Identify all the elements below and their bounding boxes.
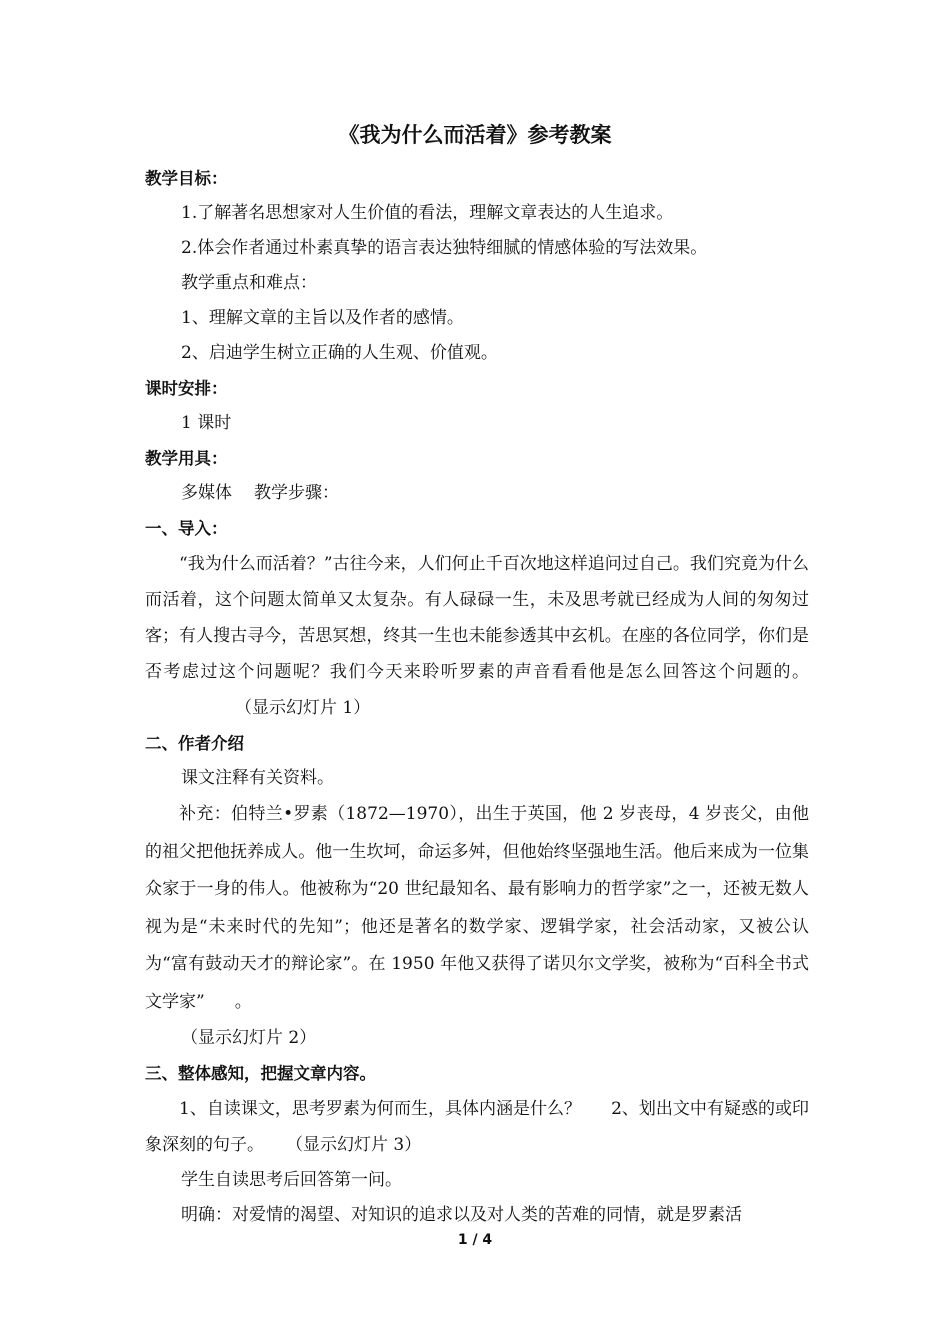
page-number: 1 / 4: [457, 1232, 493, 1248]
goal-item-1: 1.了解著名思想家对人生价值的看法，理解文章表达的人生追求。: [181, 203, 674, 223]
tools-value: 多媒体: [181, 483, 232, 503]
section-heading-overview: 三、整体感知，把握文章内容。: [145, 1064, 376, 1083]
focus-item-2: 2、启迪学生树立正确的人生观、价值观。: [181, 343, 498, 363]
section-heading-tools: 教学用具：: [145, 449, 228, 468]
intro-slide-ref: （显示幻灯片 1）: [235, 698, 371, 718]
goal-item-2: 2.体会作者通过朴素真挚的语言表达独特细腻的情感体验的写法效果。: [181, 238, 708, 258]
author-text: 补充：伯特兰•罗素（1872—1970），出生于英国，他 2 岁丧母，4 岁丧父，由他的祖父把他抚养成人。他一生坎坷，命运多舛，但他始终坚强地生活。他后来成为一位集众家于一身的伟人。他被称为“20 世纪最知名、最有影响力的哲学家”之一，还被无数人视为是“未来时代的先知”；他还是著名的数学家、逻辑学家，社会活动家，又被公认为“富有鼓动天才的辩论家”。在 1950 年他又获得了诺贝尔文学奖，被称为“百科全书式文学家”: [145, 804, 809, 1012]
answer-line: 学生自读思考后回答第一问。: [181, 1170, 402, 1190]
overview-slide-ref: （显示幻灯片 3）: [286, 1135, 422, 1155]
focus-label: 教学重点和难点：: [181, 273, 317, 293]
tools-line: [145, 476, 809, 511]
schedule-value: 1 课时: [181, 413, 232, 433]
steps-label: 教学步骤：: [254, 483, 339, 503]
question-1: 1、自读课文，思考罗素为何而生，具体内涵是什么？: [179, 1099, 582, 1119]
intro-paragraph: [145, 546, 809, 726]
intro-text: “我为什么而活着？”古往今来，人们何止千百次地这样追问过自己。我们究竟为什么而活着，这个问题太简单又太复杂。有人碌碌一生，未及思考就已经成为人间的匆匆过客；有人搜古寻今，苦思冥想，终其一生也未能参透其中玄机。在座的各位同学，你们是否考虑过这个问题呢？我们今天来聆听罗素的声音看看他是怎么回答这个问题的。: [145, 554, 809, 682]
author-note-line: 课文注释有关资料。: [181, 768, 334, 788]
author-slide-ref: （显示幻灯片 2）: [181, 1028, 317, 1048]
clarify-line: 明确：对爱情的渴望、对知识的追求以及对人类的苦难的同情，就是罗素活: [181, 1205, 742, 1225]
question-2: 2、划出文中有疑惑的或印象深刻的句子。: [145, 1099, 809, 1155]
section-heading-author: 二、作者介绍: [145, 734, 244, 753]
section-heading-intro: 一、导入：: [145, 519, 228, 538]
author-paragraph: [145, 796, 809, 1021]
overview-questions: [145, 1091, 809, 1163]
focus-item-1: 1、理解文章的主旨以及作者的感情。: [181, 308, 464, 328]
document-body: [145, 161, 809, 1233]
author-text-end: 。: [234, 991, 252, 1012]
section-heading-schedule: 课时安排：: [145, 379, 228, 398]
page-title: 《我为什么而活着》参考教案: [338, 123, 612, 147]
section-heading-goals: 教学目标：: [145, 169, 228, 188]
